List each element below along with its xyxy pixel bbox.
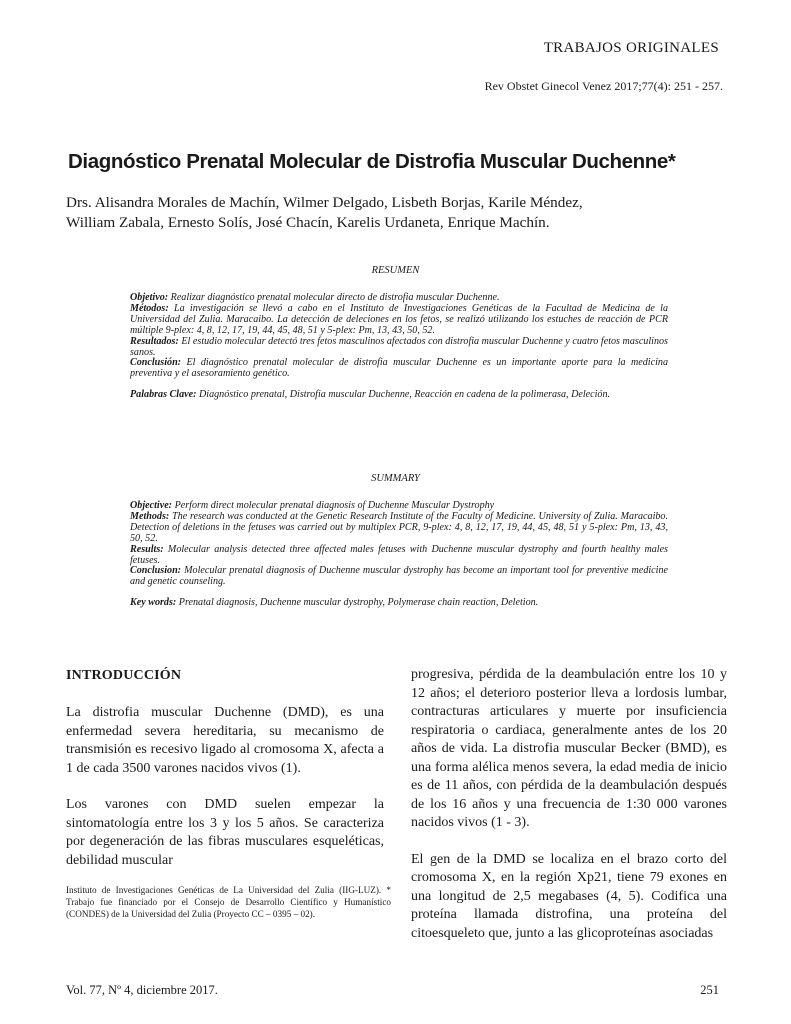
page-number: 251 [700,983,719,997]
left-column [66,704,384,870]
resumen-resultados [130,337,668,359]
results-label: Results: [130,543,164,555]
conclusion-label: Conclusión: [130,357,182,369]
intro-paragraph-2: Los varones con DMD suelen empezar la sintomatología entre los 3 y los 5 años. Se caracteriza por degeneración de las fibras musculares esqueléticas, debilidad muscular [66,797,384,868]
resumen-keywords [130,390,668,401]
authors-line-1: Drs. Alisandra Morales de Machín, Wilmer Delgado, Lisbeth Borjas, Karile Méndez, [66,194,583,211]
footer-issue: Vol. 77, Nº 4, diciembre 2017. [66,983,218,997]
author-list [66,193,686,233]
key-words-label: Key words: [130,597,177,609]
section-tag: TRABAJOS ORIGINALES [543,40,719,56]
palabras-clave-text: Diagnóstico prenatal, Distrofia muscular Duchenne, Reacción en cadena de la polimerasa, Deleción. [198,389,611,401]
objetivo-label: Objetivo: [130,292,169,303]
summary-abstract [130,501,668,609]
resumen-heading: RESUMEN [371,265,420,276]
body-paragraph-4: El gen de la DMD se localiza en el brazo corto del cromosoma X, en la región Xp21, tiene 79 exones en una longitud de 2,5 megabases (4, 5). Codifica una proteína llamada distrofina, una proteína del citoesqueleto que, junto a las glicoproteínas asociadas [411,851,727,941]
resultados-text: El estudio molecular detectó tres fetos masculinos afectados con distrofia muscular Duchenne y cuatro fetos masculinos sanos. [130,335,668,358]
resultados-label: Resultados: [130,335,179,347]
journal-citation: Rev Obstet Ginecol Venez 2017;77(4): 251 - 257. [484,79,723,93]
intro-paragraph-1: La distrofia muscular Duchenne (DMD), es una enfermedad severa hereditaria, su mecanismo de transmisión es recesivo ligado al cromosoma X, afecta a 1 de cada 3500 varones nacidos vivos (1). [66,705,384,776]
resumen-conclusion [130,358,668,380]
metodos-label: Métodos: [130,302,169,314]
objective-text: Perform direct molecular prenatal diagnosis of Duchenne Muscular Dystrophy [174,500,495,511]
summary-methods [130,512,668,545]
affiliation-footnote: Instituto de Investigaciones Genéticas de La Universidad del Zulia (IIG-LUZ). * Trabajo fue financiado por el Consejo de Desarrollo Científico y Humanístico (CONDES) de la Universidad del Zulia (Proyecto CC – 0395 – 02). [66,885,391,919]
introduccion-heading: INTRODUCCIÓN [66,668,182,683]
methods-label: Methods: [130,510,170,522]
objective-label: Objective: [130,500,173,511]
authors-line-2: William Zabala, Ernesto Solís, José Chacín, Karelis Urdaneta, Enrique Machín. [66,214,550,231]
key-words-text: Prenatal diagnosis, Duchenne muscular dystrophy, Polymerase chain reaction, Deletion. [178,597,539,609]
summary-keywords [130,598,668,609]
objetivo-text: Realizar diagnóstico prenatal molecular directo de distrofia muscular Duchenne. [170,292,500,303]
body-paragraph-3: progresiva, pérdida de la deambulación entre los 10 y 12 años; el deterioro posterior lleva a lordosis lumbar, contracturas articulares y muerte por insuficiencia respiratoria o cardiaca, generalmente antes de los 20 años de vida. La distrofia muscular Becker (BMD), es una forma alélica menos severa, la edad media de inicio es de 11 años, con pérdida de la deambulación después de los 16 años y una frecuencia de 1:30 000 varones nacidos vivos (1 - 3). [411,667,727,830]
article-title: Diagnóstico Prenatal Molecular de Distrofia Muscular Duchenne* [68,150,676,173]
resumen-abstract [130,293,668,401]
summary-heading: SUMMARY [371,473,420,484]
summary-conclusion [130,566,668,588]
results-text: Molecular analysis detected three affected males fetuses with Duchenne muscular dystrophy and fourth healthy males fetuses. [130,543,668,566]
metodos-text: La investigación se llevó a cabo en el Instituto de Investigaciones Genéticas de la Facultad de Medicina de la Universidad del Zulia. Maracaibo. La detección de deleciones en los fetos, se realizó utilizando los estuches de reacción de PCR múltiple 9-plex: 4, 8, 12, 17, 19, 44, 45, 48, 51 y 5-plex: Pm, 13, 43, 50, 52. [130,302,668,336]
resumen-metodos [130,304,668,337]
right-column [411,666,727,943]
conclusion-text: El diagnóstico prenatal molecular de distrofia muscular Duchenne es un importante aporte para la medicina preventiva y el asesoramiento genético. [130,357,668,380]
conclusion-label-en: Conclusion: [130,565,182,577]
summary-results [130,545,668,567]
methods-text: The research was conducted at the Genetic Research Institute of the Faculty of Medicine. University of Zulia. Maracaibo. Detection of deletions in the fetuses was carried out by multiplex PCR, 9-plex: 4, 8, 12, 17, 19, 44, 45, 48, 51 y 5-plex: Pm, 13, 43, 50, 52. [130,510,668,544]
palabras-clave-label: Palabras Clave: [130,389,197,401]
conclusion-text-en: Molecular prenatal diagnosis of Duchenne muscular dystrophy has become an important tool for preventive medicine and genetic counseling. [130,565,668,588]
